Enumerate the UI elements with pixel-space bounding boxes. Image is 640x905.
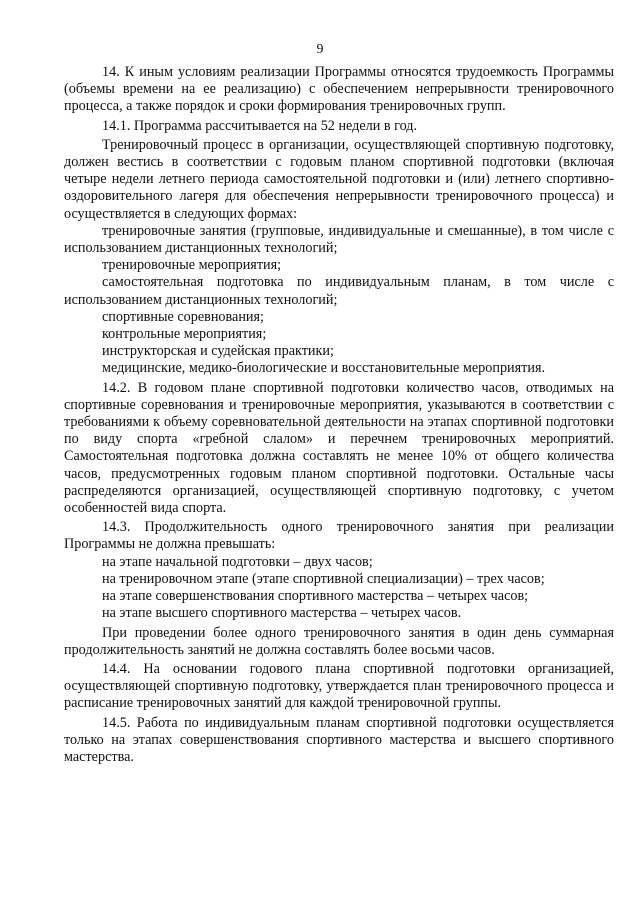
document-body bbox=[64, 64, 614, 766]
list-item-training-stage: на тренировочном этапе (этапе спортивной специализации) – трех часов; bbox=[102, 570, 545, 587]
list-item-competitions: спортивные соревнования; bbox=[102, 308, 264, 325]
list-item-higher-mastery-stage: на этапе высшего спортивного мастерства – четырех часов. bbox=[102, 605, 462, 622]
list-item-control-events: контрольные мероприятия; bbox=[102, 326, 267, 343]
page-number: 9 bbox=[316, 42, 324, 57]
paragraph-14-3: 14.3. Продолжительность одного тренировочного занятия при реализации Программы не должна превышать: bbox=[64, 519, 614, 553]
paragraph-training-process: Тренировочный процесс в организации, осуществляющей спортивную подготовку, должен вестись в соответствии с годовым планом спортивной подготовки (включая четыре недели летнего периода самостоятельной подготовки и (или) летнего спортивно-оздоровительного лагеря для обеспечения непрерывности тренировочного процесса) и осуществляется в следующих формах: bbox=[64, 136, 614, 222]
list-item-medical-events: медицинские, медико-биологические и восстановительные мероприятия. bbox=[102, 360, 546, 377]
paragraph-14-1: 14.1. Программа рассчитывается на 52 недели в год. bbox=[102, 117, 418, 134]
list-item-self-preparation: самостоятельная подготовка по индивидуальным планам, в том числе с использованием дистанционных технологий; bbox=[64, 274, 614, 308]
paragraph-daily-limit: При проведении более одного тренировочного занятия в один день суммарная продолжительность занятий не должна составлять более восьми часов. bbox=[64, 624, 614, 658]
paragraph-14-4: 14.4. На основании годового плана спортивной подготовки организацией, осуществляющей спортивную подготовку, утверждается план тренировочного процесса и расписание тренировочных занятий для каждой тренировочной группы. bbox=[64, 660, 614, 712]
list-item-initial-stage: на этапе начальной подготовки – двух часов; bbox=[102, 553, 373, 570]
paragraph-14-5: 14.5. Работа по индивидуальным планам спортивной подготовки осуществляется только на этапах совершенствования спортивного мастерства и высшего спортивного мастерства. bbox=[64, 714, 614, 765]
list-item-improvement-stage: на этапе совершенствования спортивного мастерства – четырех часов; bbox=[102, 588, 529, 605]
paragraph-14: 14. К иным условиям реализации Программы относятся трудоемкость Программы (объемы времени на ее реализацию) с обеспечением непрерывности тренировочного процесса, а также порядок и сроки формирования тренировочных групп. bbox=[64, 64, 614, 115]
list-item-training-sessions: тренировочные занятия (групповые, индивидуальные и смешанные), в том числе с использованием дистанционных технологий; bbox=[64, 222, 614, 257]
list-item-training-events: тренировочные мероприятия; bbox=[102, 257, 282, 274]
paragraph-14-2: 14.2. В годовом плане спортивной подготовки количество часов, отводимых на спортивные соревнования и тренировочные мероприятия, указываются в соответствии с требованиями к объему соревновательной деятельности на этапах спортивной подготовки по виду спорта «гребной слалом» и перечнем тренировочных мероприятий. Самостоятельная подготовка должна составлять не менее 10% от общего количества часов, предусмотренных годовым планом спортивной подготовки. Остальные часы распределяются организацией, осуществляющей спортивную подготовку, с учетом особенностей вида спорта. bbox=[64, 379, 614, 517]
list-item-instructor-practice: инструкторская и судейская практики; bbox=[102, 343, 334, 360]
